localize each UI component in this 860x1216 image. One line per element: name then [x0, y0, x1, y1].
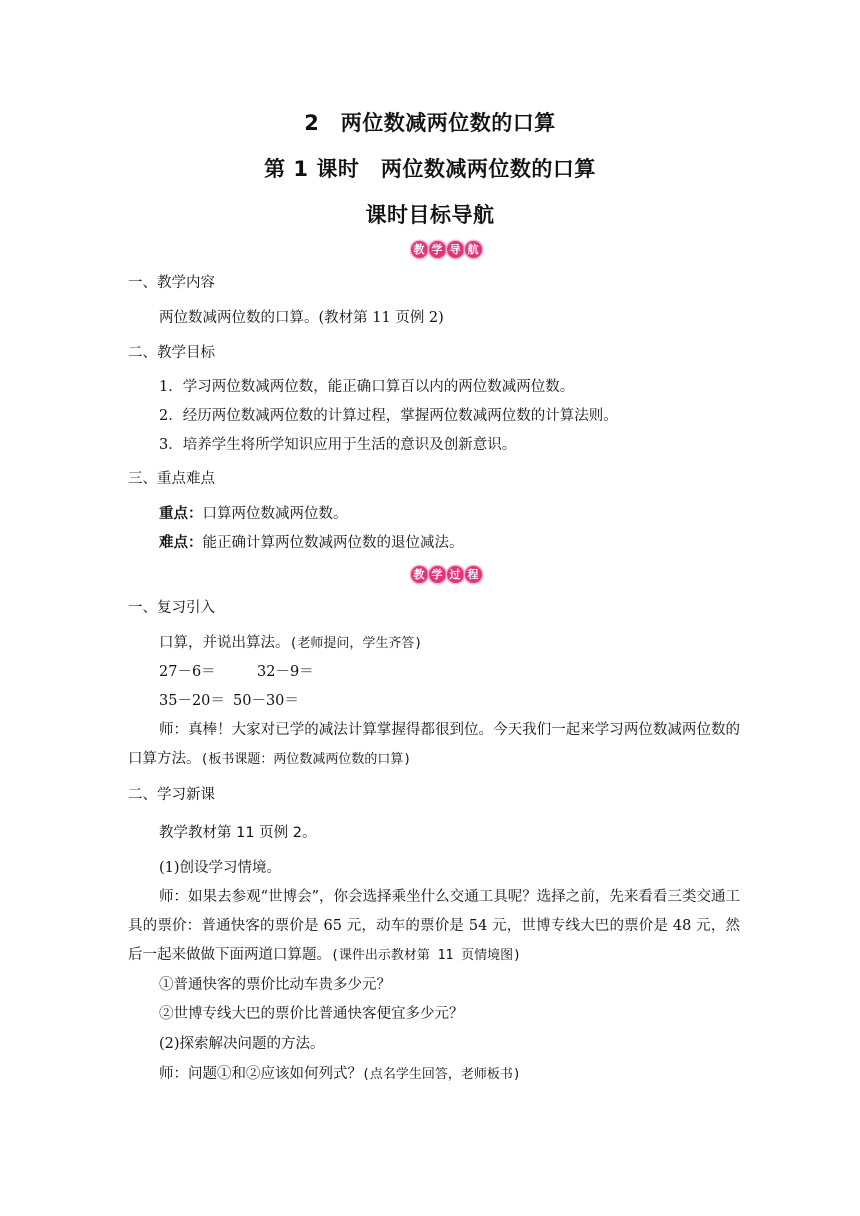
goals-heading: 二、教学目标	[128, 345, 215, 361]
badge-char: 教	[411, 241, 428, 258]
difficult-point	[159, 533, 771, 553]
review-intro	[159, 633, 771, 654]
section-title: 课时目标导航	[365, 203, 495, 227]
review-teacher-note: (板书课题：两位数减两位数的口算)	[200, 752, 412, 767]
review-intro-note: (老师提问，学生齐答)	[289, 636, 423, 651]
content-heading: 一、教学内容	[128, 275, 215, 291]
badge-char: 学	[429, 566, 446, 583]
question-1: ①普通快客的票价比动车贵多少元？	[159, 977, 391, 993]
step-2: (2)探索解决问题的方法。	[159, 1036, 325, 1052]
badge-char: 航	[465, 241, 482, 258]
key-points-heading: 三、重点难点	[128, 471, 215, 487]
equation: 35－20＝	[159, 693, 225, 709]
equation-row-2	[159, 691, 771, 711]
badge-char: 学	[429, 241, 446, 258]
equation: 50－30＝	[233, 693, 299, 709]
badge-char: 程	[465, 566, 482, 583]
badge-char: 导	[447, 241, 464, 258]
new-lesson-teacher-text: 师：如果去参观“世博会”，你会选择乘坐什么交通工具呢？选择之前，先来看看三类交通工具的票价：普通快客的票价是 65 元，动车的票价是 54 元，世博专线大巴的票价是 48 元，然后一起来做做下面两道口算题。	[128, 889, 740, 963]
lesson-title: 第 1 课时 两位数减两位数的口算	[264, 157, 596, 181]
teaching-guide-badge	[410, 239, 482, 259]
new-lesson-teacher-note: (课件出示教材第 11 页情境图)	[331, 948, 521, 963]
key-point-text: 口算两位数减两位数。	[202, 506, 348, 522]
badge-char: 教	[411, 566, 428, 583]
goal-item: 2．经历两位数减两位数的计算过程，掌握两位数减两位数的计算法则。	[159, 408, 618, 424]
equation: 32－9＝	[257, 664, 314, 680]
teacher-question-text: 师：问题①和②应该如何列式？	[159, 1066, 362, 1082]
badge-char: 过	[447, 566, 464, 583]
review-teacher-text: 师：真棒！大家对已学的减法计算掌握得都很到位。今天我们一起来学习两位数减两位数的口算方法。	[128, 722, 740, 767]
example-line: 教学教材第 11 页例 2。	[159, 825, 317, 841]
goal-item: 3．培养学生将所学知识应用于生活的意识及创新意识。	[159, 437, 517, 453]
new-lesson-heading: 二、学习新课	[128, 787, 215, 803]
equation: 27－6＝	[159, 664, 216, 680]
teaching-process-badge	[410, 564, 482, 584]
step-1: (1)创设学习情境。	[159, 860, 282, 876]
review-heading: 一、复习引入	[128, 600, 215, 616]
content-text: 两位数减两位数的口算。(教材第 11 页例 2)	[159, 310, 444, 326]
question-2: ②世博专线大巴的票价比普通快客便宜多少元？	[159, 1006, 464, 1022]
teacher-question	[159, 1064, 771, 1085]
difficult-point-text: 能正确计算两位数减两位数的退位减法。	[202, 535, 464, 551]
key-point-label: 重点：	[159, 506, 203, 522]
review-intro-text: 口算，并说出算法。	[159, 635, 290, 651]
new-lesson-teacher-paragraph	[128, 883, 740, 970]
review-teacher-paragraph	[128, 716, 740, 774]
goal-item: 1．学习两位数减两位数，能正确口算百以内的两位数减两位数。	[159, 379, 575, 395]
teacher-question-note: (点名学生回答，老师板书)	[362, 1067, 521, 1082]
key-point	[159, 504, 771, 524]
difficult-point-label: 难点：	[159, 535, 203, 551]
unit-title: 2 两位数减两位数的口算	[304, 111, 556, 135]
equation-row-1	[159, 662, 771, 682]
